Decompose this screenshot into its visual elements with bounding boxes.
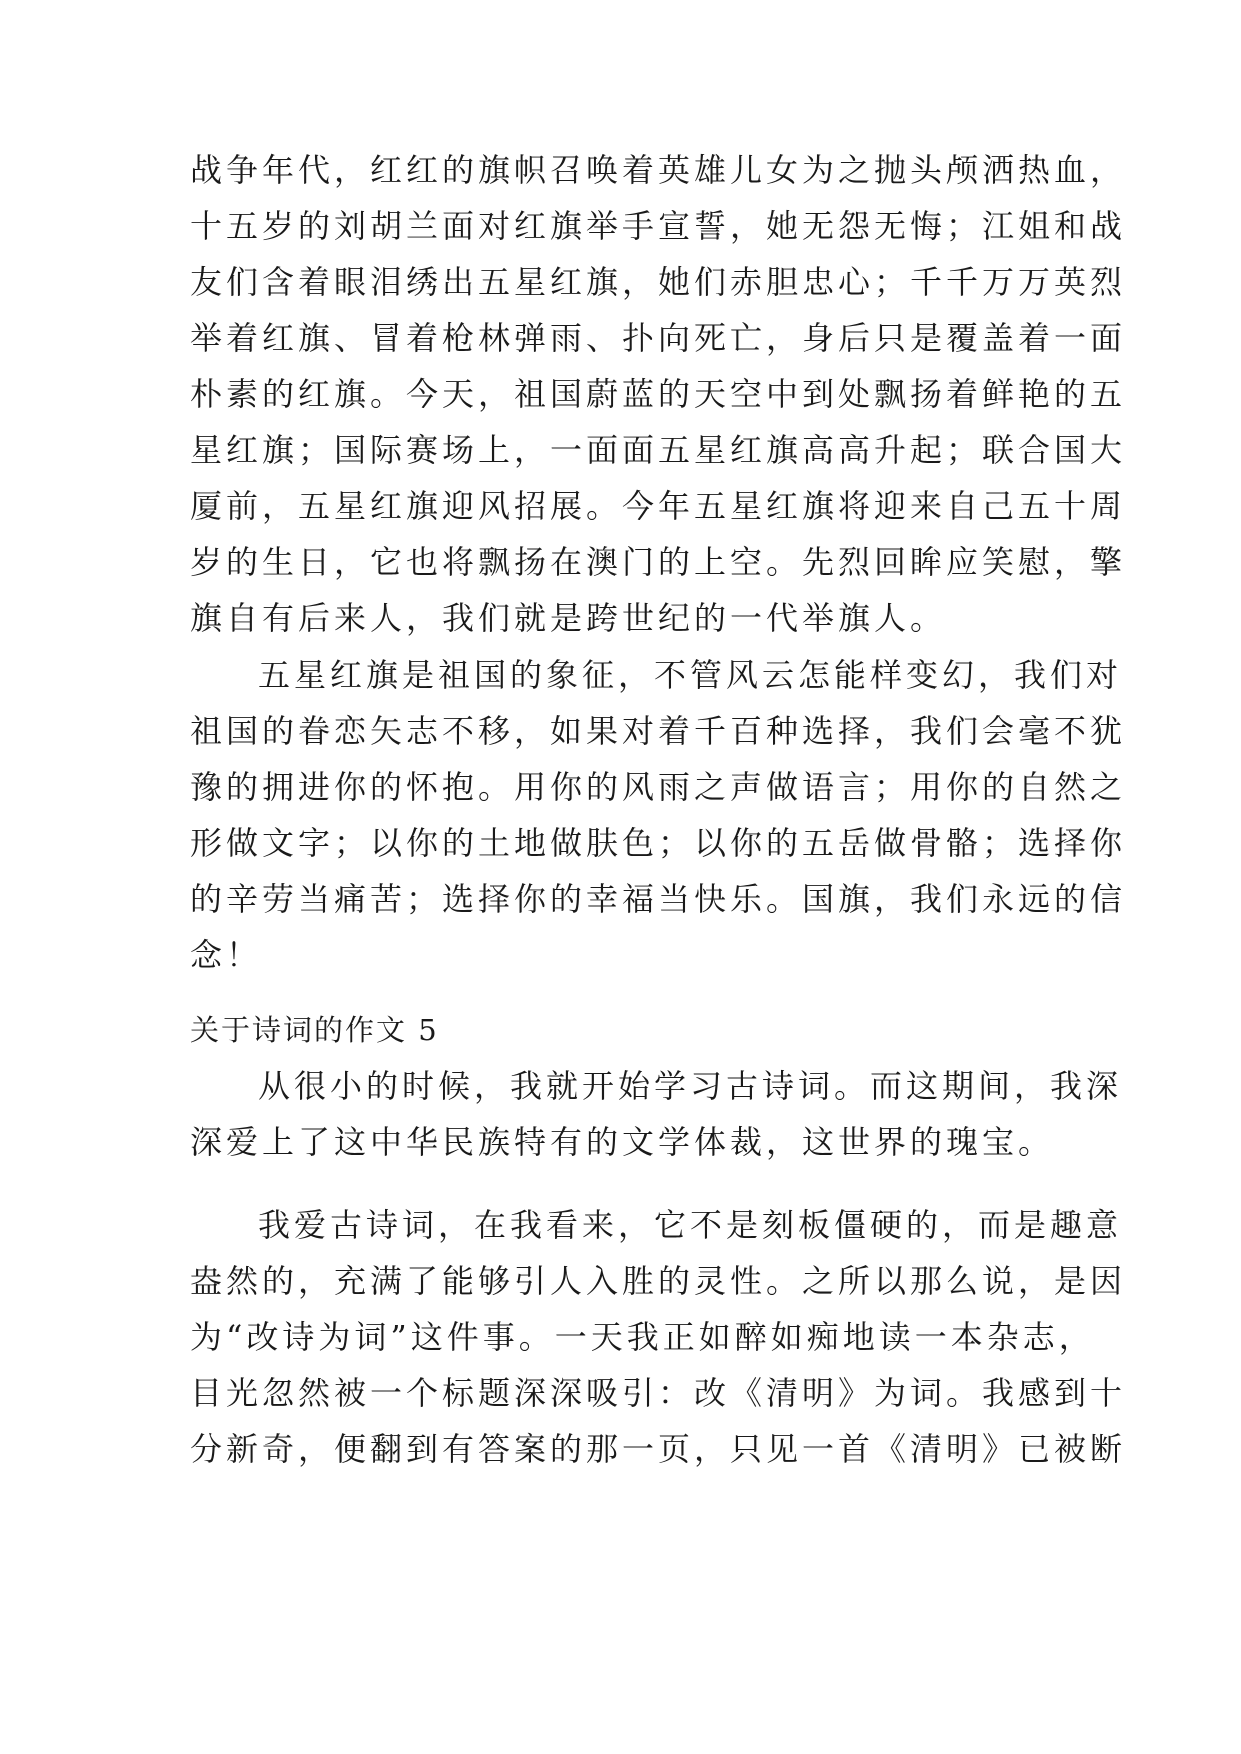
text-line: 旗自有后来人，我们就是跨世纪的一代举旗人。 xyxy=(190,599,947,637)
text-line: 战争年代，红红的旗帜召唤着英雄儿女为之抛头颅洒热血， xyxy=(190,151,1127,189)
text-line: 五星红旗是祖国的象征，不管风云怎能样变幻，我们对 xyxy=(258,656,1123,694)
text-line: 念！ xyxy=(190,936,263,974)
text-line: 祖国的眷恋矢志不移，如果对着千百种选择，我们会毫不犹 xyxy=(190,712,1127,750)
text-line: 厦前，五星红旗迎风招展。今年五星红旗将迎来自己五十周 xyxy=(190,487,1127,525)
text-line: 盎然的，充满了能够引人入胜的灵性。之所以那么说，是因 xyxy=(190,1262,1127,1300)
paragraph-flag-history xyxy=(190,142,1127,646)
text-line: 朴素的红旗。今天，祖国蔚蓝的天空中到处飘扬着鲜艳的五 xyxy=(190,375,1127,413)
text-line: 豫的拥进你的怀抱。用你的风雨之声做语言；用你的自然之 xyxy=(190,768,1127,806)
section-heading: 关于诗词的作文 5 xyxy=(190,1013,439,1047)
text-line: 分新奇，便翻到有答案的那一页，只见一首《清明》已被断 xyxy=(190,1430,1127,1468)
text-line: 岁的生日，它也将飘扬在澳门的上空。先烈回眸应笑慰，擎 xyxy=(190,543,1127,581)
text-line: 深爱上了这中华民族特有的文学体裁，这世界的瑰宝。 xyxy=(190,1123,1055,1161)
text-line: 形做文字；以你的土地做肤色；以你的五岳做骨骼；选择你 xyxy=(190,824,1127,862)
text-line: 目光忽然被一个标题深深吸引：改《清明》为词。我感到十 xyxy=(190,1374,1127,1412)
text-line: 我爱古诗词，在我看来，它不是刻板僵硬的，而是趣意 xyxy=(258,1206,1123,1244)
text-line: 举着红旗、冒着枪林弹雨、扑向死亡，身后只是覆盖着一面 xyxy=(190,319,1127,357)
paragraph-poetry-love xyxy=(190,1197,1127,1477)
paragraph-flag-symbol xyxy=(190,647,1127,983)
text-line: 的辛劳当痛苦；选择你的幸福当快乐。国旗，我们永远的信 xyxy=(190,880,1127,918)
text-line: 友们含着眼泪绣出五星红旗，她们赤胆忠心；千千万万英烈 xyxy=(190,263,1127,301)
text-line: 为“改诗为词”这件事。一天我正如醉如痴地读一本杂志， xyxy=(190,1318,1095,1356)
text-line: 从很小的时候，我就开始学习古诗词。而这期间，我深 xyxy=(258,1067,1123,1105)
text-line: 十五岁的刘胡兰面对红旗举手宣誓，她无怨无悔；江姐和战 xyxy=(190,207,1127,245)
paragraph-poetry-intro xyxy=(190,1058,1123,1170)
text-line: 星红旗；国际赛场上，一面面五星红旗高高升起；联合国大 xyxy=(190,431,1127,469)
